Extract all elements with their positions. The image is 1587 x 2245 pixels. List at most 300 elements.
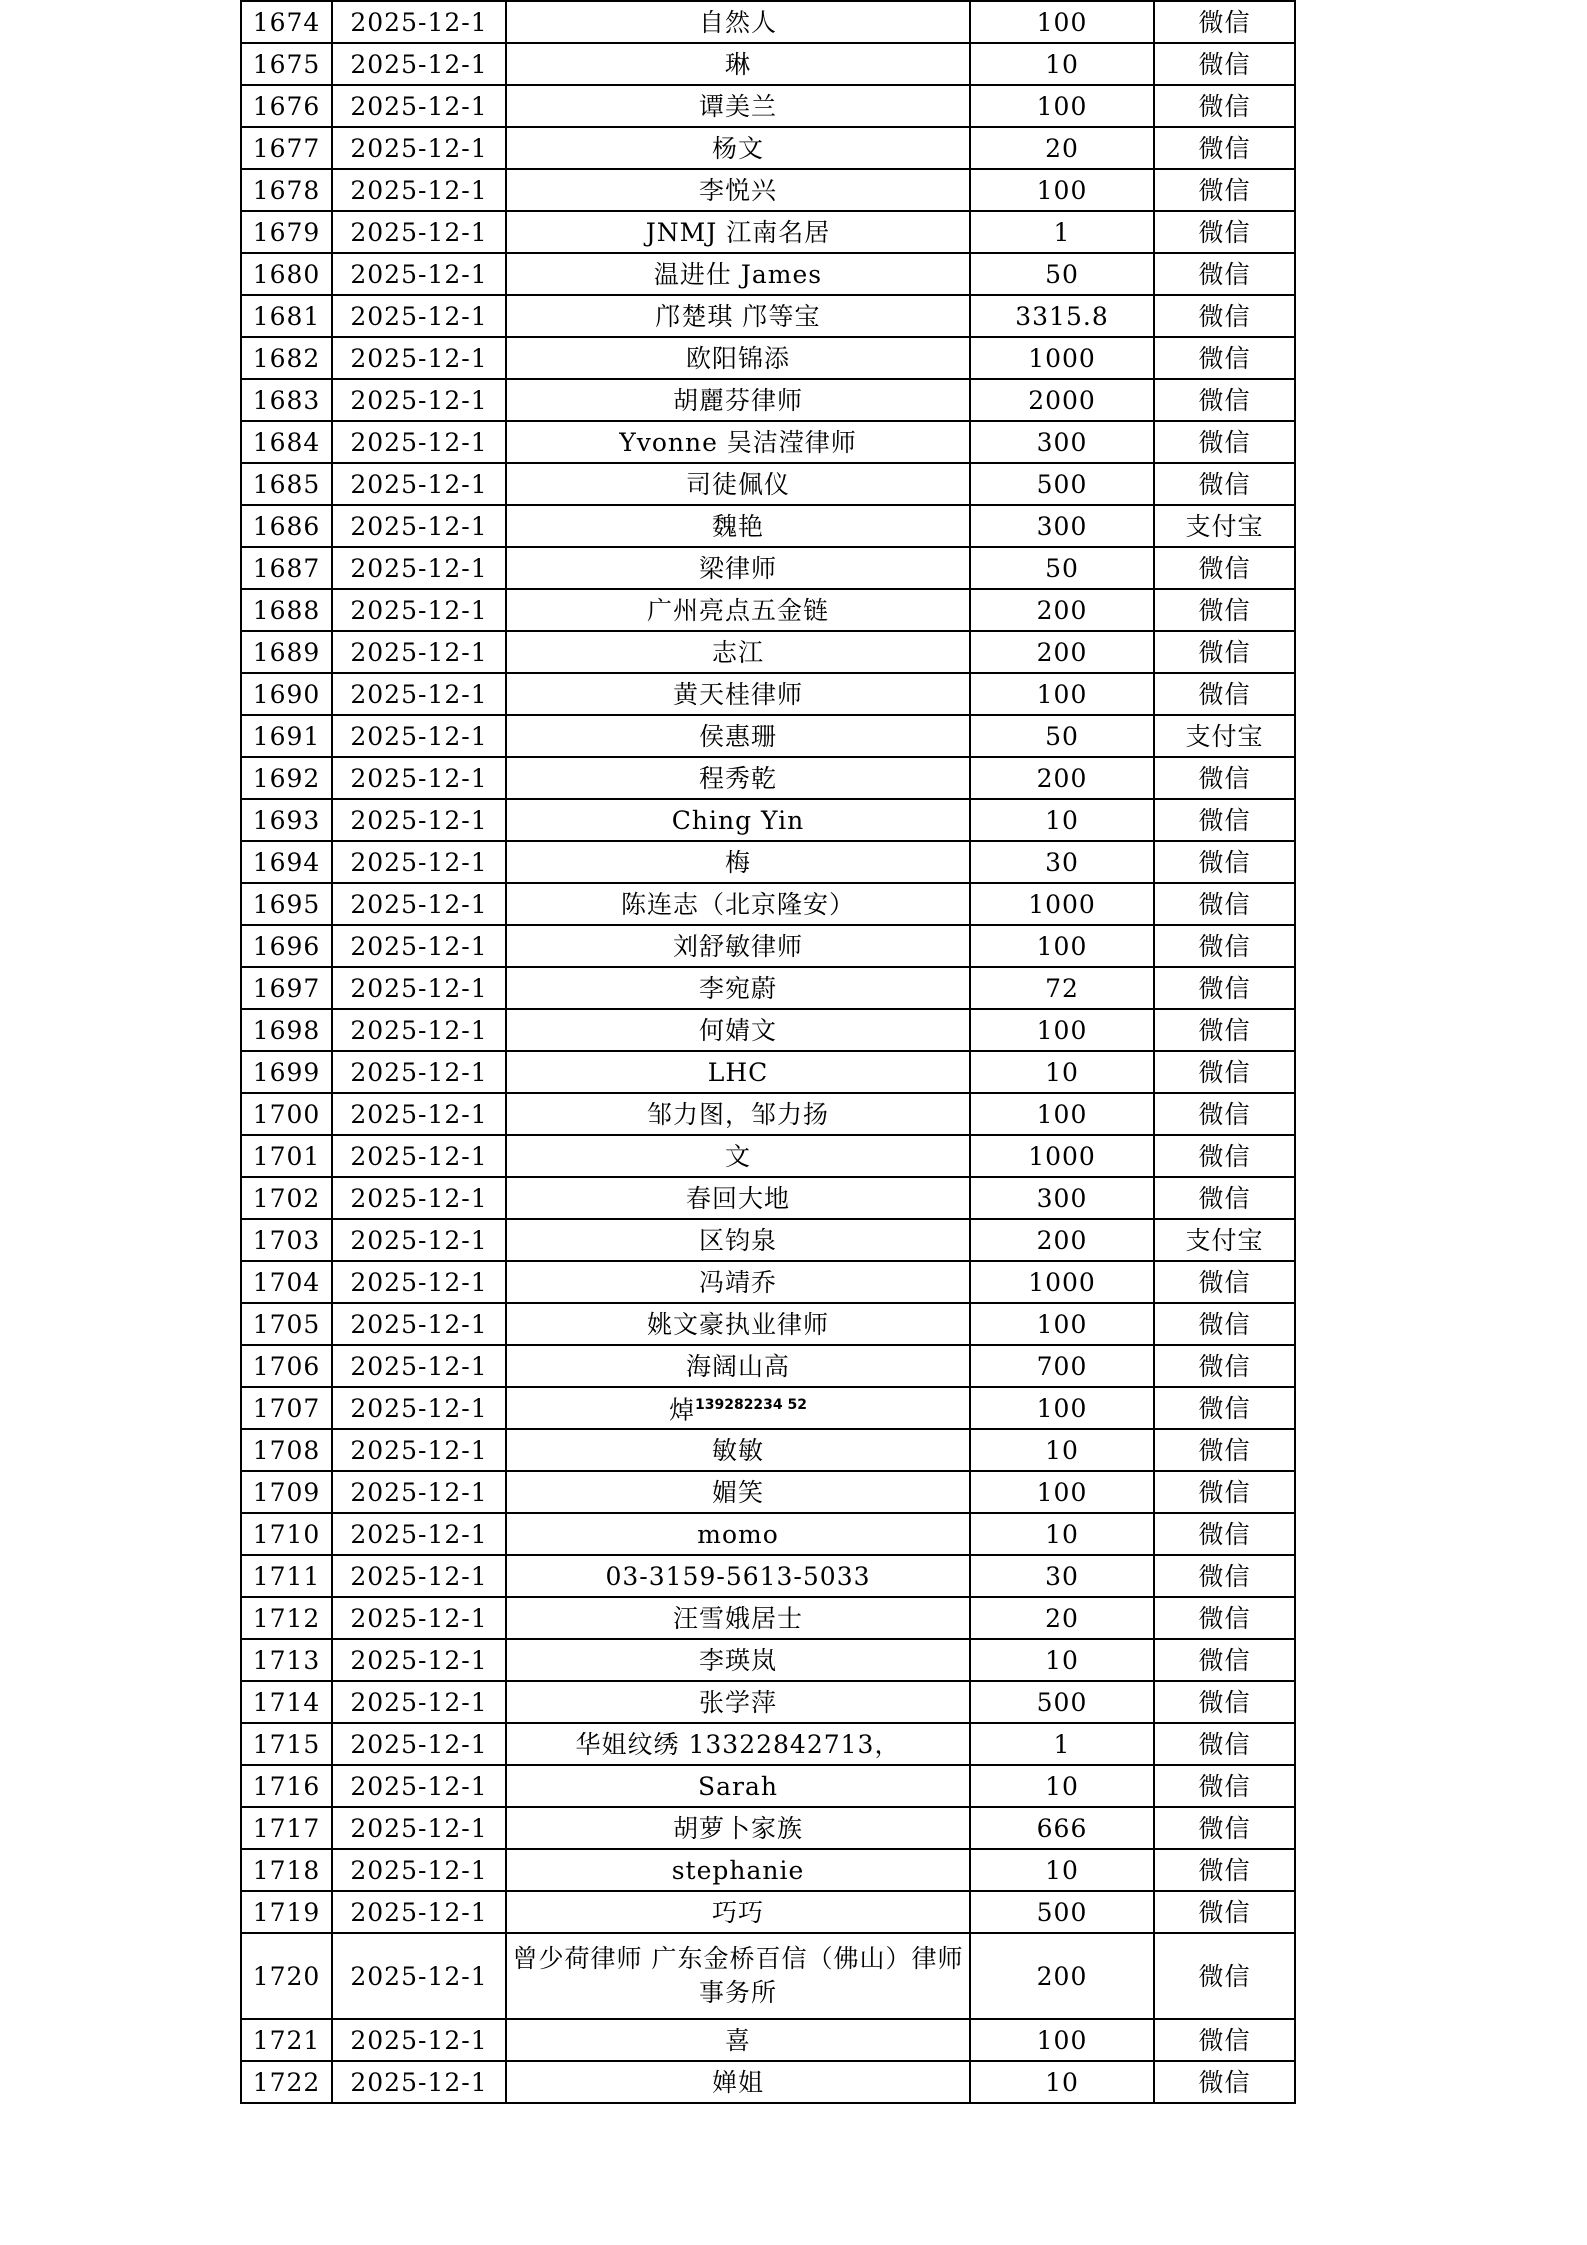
cell-name — [506, 1807, 970, 1849]
cell-method — [1154, 337, 1295, 379]
cell-name — [506, 1471, 970, 1513]
cell-no — [241, 1597, 332, 1639]
cell-date-text: 2025-12-1 — [350, 1729, 488, 1759]
cell-no-text: 1702 — [252, 1183, 321, 1213]
cell-no — [241, 589, 332, 631]
donation-table — [240, 0, 1296, 2104]
cell-name — [506, 1429, 970, 1471]
cell-method-text: 微信 — [1198, 1309, 1251, 1339]
cell-method-text: 微信 — [1198, 889, 1251, 919]
cell-amount-text: 100 — [1036, 931, 1088, 961]
table-row — [241, 547, 1295, 589]
cell-date-text: 2025-12-1 — [350, 1961, 488, 1991]
table-row — [241, 1597, 1295, 1639]
cell-amount — [970, 127, 1154, 169]
cell-date-text: 2025-12-1 — [350, 175, 488, 205]
cell-method-text: 微信 — [1198, 1729, 1251, 1759]
cell-method-text: 微信 — [1198, 973, 1251, 1003]
cell-no-text: 1674 — [252, 7, 321, 37]
cell-name-text: 李瑛岚 — [698, 1645, 777, 1675]
table-row — [241, 1051, 1295, 1093]
cell-amount — [970, 1891, 1154, 1933]
table-row — [241, 1555, 1295, 1597]
cell-amount — [970, 1639, 1154, 1681]
cell-date — [332, 1471, 506, 1513]
table-row — [241, 1219, 1295, 1261]
cell-name-text: 自然人 — [698, 7, 777, 37]
cell-name-text: 曾少荷律师 广东金桥百信（佛山）律师事务所 — [512, 1944, 964, 2007]
cell-date-text: 2025-12-1 — [350, 1645, 488, 1675]
cell-method — [1154, 547, 1295, 589]
cell-no-text: 1677 — [252, 133, 321, 163]
table-row — [241, 43, 1295, 85]
cell-no-text: 1715 — [252, 1729, 321, 1759]
cell-name-text: 敏敏 — [711, 1435, 764, 1465]
cell-date — [332, 1639, 506, 1681]
cell-method-text: 微信 — [1198, 217, 1251, 247]
cell-name-text: LHC — [707, 1057, 769, 1087]
cell-name — [506, 925, 970, 967]
cell-no-text: 1713 — [252, 1645, 321, 1675]
table-row — [241, 295, 1295, 337]
cell-method-text: 微信 — [1198, 1813, 1251, 1843]
table-row — [241, 85, 1295, 127]
cell-no — [241, 1261, 332, 1303]
cell-no — [241, 2061, 332, 2103]
cell-date-text: 2025-12-1 — [350, 259, 488, 289]
cell-name — [506, 1723, 970, 1765]
cell-method-text: 微信 — [1198, 2025, 1251, 2055]
cell-amount-text: 3315.8 — [1015, 301, 1109, 331]
cell-name-text: Ching Yin — [671, 805, 805, 835]
table-row — [241, 127, 1295, 169]
cell-amount-text: 300 — [1036, 1183, 1088, 1213]
cell-date-text: 2025-12-1 — [350, 1477, 488, 1507]
cell-amount — [970, 1681, 1154, 1723]
cell-amount — [970, 1261, 1154, 1303]
cell-date-text: 2025-12-1 — [350, 1435, 488, 1465]
table-row — [241, 211, 1295, 253]
cell-date — [332, 421, 506, 463]
cell-amount — [970, 715, 1154, 757]
cell-name-text: 梁律师 — [698, 553, 777, 583]
cell-date-text: 2025-12-1 — [350, 1351, 488, 1381]
table-row — [241, 2019, 1295, 2061]
cell-method-text: 微信 — [1198, 2067, 1251, 2097]
cell-name-text: 陈连志（北京隆安） — [620, 889, 855, 919]
cell-amount-text: 10 — [1045, 2067, 1079, 2097]
cell-date — [332, 1933, 506, 2019]
cell-method-text: 微信 — [1198, 1519, 1251, 1549]
table-row — [241, 379, 1295, 421]
cell-amount — [970, 841, 1154, 883]
cell-amount — [970, 1345, 1154, 1387]
table-row — [241, 673, 1295, 715]
cell-amount — [970, 1513, 1154, 1555]
cell-no — [241, 1093, 332, 1135]
table-row — [241, 799, 1295, 841]
cell-name-text: 谭美兰 — [698, 91, 777, 121]
cell-no — [241, 127, 332, 169]
cell-no-text: 1700 — [252, 1099, 321, 1129]
cell-amount-text: 666 — [1036, 1813, 1088, 1843]
cell-name-text: 03-3159-5613-5033 — [605, 1561, 871, 1591]
cell-amount — [970, 295, 1154, 337]
cell-amount-text: 1 — [1053, 217, 1071, 247]
cell-name — [506, 127, 970, 169]
cell-name — [506, 673, 970, 715]
table-row — [241, 1, 1295, 43]
cell-date-text: 2025-12-1 — [350, 553, 488, 583]
cell-method — [1154, 1429, 1295, 1471]
cell-no-text: 1687 — [252, 553, 321, 583]
cell-amount-text: 2000 — [1028, 385, 1096, 415]
cell-name — [506, 337, 970, 379]
cell-no — [241, 1933, 332, 2019]
cell-no-text: 1717 — [252, 1813, 321, 1843]
cell-amount-text: 300 — [1036, 511, 1088, 541]
cell-name — [506, 1681, 970, 1723]
cell-no-text: 1686 — [252, 511, 321, 541]
cell-name — [506, 1, 970, 43]
cell-name — [506, 547, 970, 589]
cell-name-text: 琳 — [724, 49, 751, 79]
cell-date-text: 2025-12-1 — [350, 7, 488, 37]
cell-method-text: 微信 — [1198, 1057, 1251, 1087]
cell-date — [332, 1219, 506, 1261]
cell-method — [1154, 673, 1295, 715]
cell-date — [332, 799, 506, 841]
cell-method-text: 微信 — [1198, 91, 1251, 121]
cell-date-text: 2025-12-1 — [350, 679, 488, 709]
cell-no — [241, 1387, 332, 1429]
cell-no — [241, 1681, 332, 1723]
cell-name — [506, 1093, 970, 1135]
cell-date — [332, 1051, 506, 1093]
cell-name — [506, 2019, 970, 2061]
cell-date — [332, 1345, 506, 1387]
cell-no — [241, 1807, 332, 1849]
table-row — [241, 463, 1295, 505]
cell-method-text: 微信 — [1198, 259, 1251, 289]
cell-name-text: 胡麗芬律师 — [672, 385, 803, 415]
cell-name — [506, 799, 970, 841]
cell-no — [241, 799, 332, 841]
cell-no — [241, 43, 332, 85]
cell-no — [241, 1639, 332, 1681]
cell-method-text: 微信 — [1198, 427, 1251, 457]
cell-method-text: 微信 — [1198, 931, 1251, 961]
cell-amount — [970, 1849, 1154, 1891]
cell-no-text: 1698 — [252, 1015, 321, 1045]
cell-date — [332, 1723, 506, 1765]
cell-date-text: 2025-12-1 — [350, 1141, 488, 1171]
cell-date — [332, 85, 506, 127]
cell-amount — [970, 589, 1154, 631]
cell-name-text: 海阔山高 — [685, 1351, 790, 1381]
cell-name-text: 侯惠珊 — [698, 721, 777, 751]
table-row — [241, 1807, 1295, 1849]
table-row — [241, 1093, 1295, 1135]
cell-date — [332, 841, 506, 883]
cell-method — [1154, 1051, 1295, 1093]
cell-no — [241, 1219, 332, 1261]
cell-amount — [970, 1, 1154, 43]
cell-date — [332, 1849, 506, 1891]
cell-name-text: 胡萝卜家族 — [672, 1813, 803, 1843]
cell-name — [506, 1765, 970, 1807]
cell-name-text: 梅 — [724, 847, 751, 877]
cell-amount-text: 10 — [1045, 1435, 1079, 1465]
cell-method — [1154, 589, 1295, 631]
cell-method — [1154, 463, 1295, 505]
cell-amount — [970, 505, 1154, 547]
cell-amount-text: 1000 — [1028, 343, 1096, 373]
cell-amount — [970, 1765, 1154, 1807]
cell-no — [241, 757, 332, 799]
cell-no — [241, 1471, 332, 1513]
cell-no-text: 1693 — [252, 805, 321, 835]
cell-date-text: 2025-12-1 — [350, 1183, 488, 1213]
cell-method — [1154, 1933, 1295, 2019]
table-row — [241, 1471, 1295, 1513]
cell-method-text: 支付宝 — [1185, 511, 1264, 541]
cell-date-text: 2025-12-1 — [350, 889, 488, 919]
cell-no-text: 1678 — [252, 175, 321, 205]
cell-date — [332, 673, 506, 715]
cell-date-text: 2025-12-1 — [350, 1393, 488, 1423]
table-row — [241, 253, 1295, 295]
cell-date-text: 2025-12-1 — [350, 1225, 488, 1255]
cell-date — [332, 967, 506, 1009]
cell-date-text: 2025-12-1 — [350, 973, 488, 1003]
cell-date — [332, 1387, 506, 1429]
cell-no-text: 1682 — [252, 343, 321, 373]
cell-amount — [970, 1471, 1154, 1513]
cell-date — [332, 337, 506, 379]
cell-amount — [970, 2061, 1154, 2103]
cell-method-text: 微信 — [1198, 1015, 1251, 1045]
cell-name — [506, 169, 970, 211]
cell-date-text: 2025-12-1 — [350, 805, 488, 835]
cell-name — [506, 1891, 970, 1933]
cell-date — [332, 1177, 506, 1219]
cell-no — [241, 1891, 332, 1933]
cell-no — [241, 1513, 332, 1555]
cell-method — [1154, 1, 1295, 43]
cell-name-text: momo — [697, 1519, 779, 1549]
cell-date-text: 2025-12-1 — [350, 1813, 488, 1843]
cell-date-text: 2025-12-1 — [350, 2025, 488, 2055]
table-row — [241, 2061, 1295, 2103]
cell-method — [1154, 925, 1295, 967]
cell-amount — [970, 379, 1154, 421]
cell-amount-text: 1000 — [1028, 889, 1096, 919]
cell-method — [1154, 1177, 1295, 1219]
cell-amount — [970, 421, 1154, 463]
cell-no-text: 1692 — [252, 763, 321, 793]
cell-method-text: 微信 — [1198, 1561, 1251, 1591]
cell-method-text: 微信 — [1198, 1393, 1251, 1423]
cell-date-text: 2025-12-1 — [350, 133, 488, 163]
table-row — [241, 505, 1295, 547]
cell-amount-text: 300 — [1036, 427, 1088, 457]
cell-amount-text: 50 — [1045, 553, 1079, 583]
cell-amount — [970, 1135, 1154, 1177]
cell-name — [506, 421, 970, 463]
cell-date-text: 2025-12-1 — [350, 91, 488, 121]
cell-method-text: 微信 — [1198, 595, 1251, 625]
table-row — [241, 1681, 1295, 1723]
cell-method-text: 微信 — [1198, 553, 1251, 583]
cell-method — [1154, 1303, 1295, 1345]
cell-date — [332, 1765, 506, 1807]
cell-method — [1154, 1387, 1295, 1429]
cell-name-text: 冯靖乔 — [698, 1267, 777, 1297]
cell-date-text: 2025-12-1 — [350, 1099, 488, 1129]
cell-amount-text: 200 — [1036, 1961, 1088, 1991]
cell-method-text: 微信 — [1198, 469, 1251, 499]
cell-method — [1154, 883, 1295, 925]
table-row — [241, 631, 1295, 673]
cell-no — [241, 379, 332, 421]
cell-name — [506, 1177, 970, 1219]
cell-amount-text: 30 — [1045, 1561, 1079, 1591]
cell-date-text: 2025-12-1 — [350, 595, 488, 625]
cell-name-text: JNMJ 江南名居 — [645, 217, 831, 247]
table-row — [241, 883, 1295, 925]
cell-no — [241, 253, 332, 295]
cell-method — [1154, 85, 1295, 127]
cell-date-text: 2025-12-1 — [350, 1309, 488, 1339]
cell-date — [332, 1135, 506, 1177]
cell-amount-text: 200 — [1036, 637, 1088, 667]
cell-name-text: Sarah — [698, 1771, 778, 1801]
cell-method — [1154, 1891, 1295, 1933]
table-row — [241, 715, 1295, 757]
cell-no — [241, 1051, 332, 1093]
cell-method-text: 微信 — [1198, 133, 1251, 163]
cell-no — [241, 337, 332, 379]
cell-date — [332, 883, 506, 925]
cell-name — [506, 1597, 970, 1639]
cell-amount-text: 50 — [1045, 721, 1079, 751]
table-row — [241, 1723, 1295, 1765]
cell-method — [1154, 799, 1295, 841]
cell-amount-text: 100 — [1036, 1393, 1088, 1423]
cell-name-text: 文 — [724, 1141, 751, 1171]
cell-name — [506, 1639, 970, 1681]
cell-no — [241, 715, 332, 757]
cell-amount — [970, 1429, 1154, 1471]
cell-name — [506, 1009, 970, 1051]
donation-table-body — [241, 1, 1295, 2103]
cell-no-text: 1703 — [252, 1225, 321, 1255]
cell-method-text: 微信 — [1198, 1603, 1251, 1633]
table-row — [241, 1177, 1295, 1219]
cell-name-text: 温进仕 James — [653, 259, 823, 289]
cell-amount — [970, 1009, 1154, 1051]
cell-amount-text: 200 — [1036, 763, 1088, 793]
cell-date — [332, 715, 506, 757]
cell-no — [241, 883, 332, 925]
cell-date — [332, 589, 506, 631]
cell-name-text: 邹力图，邹力扬 — [646, 1099, 829, 1129]
cell-date — [332, 1681, 506, 1723]
cell-method-text: 微信 — [1198, 763, 1251, 793]
cell-method — [1154, 379, 1295, 421]
cell-date-text: 2025-12-1 — [350, 637, 488, 667]
cell-amount-text: 30 — [1045, 847, 1079, 877]
table-row — [241, 1429, 1295, 1471]
cell-date-text: 2025-12-1 — [350, 385, 488, 415]
cell-date-text: 2025-12-1 — [350, 49, 488, 79]
table-row — [241, 1933, 1295, 2019]
cell-date — [332, 379, 506, 421]
cell-amount-text: 10 — [1045, 1771, 1079, 1801]
cell-name — [506, 43, 970, 85]
cell-name — [506, 1219, 970, 1261]
cell-date — [332, 295, 506, 337]
cell-amount — [970, 673, 1154, 715]
cell-method — [1154, 1093, 1295, 1135]
cell-method-text: 微信 — [1198, 1477, 1251, 1507]
cell-date-text: 2025-12-1 — [350, 931, 488, 961]
cell-amount — [970, 967, 1154, 1009]
cell-method-text: 支付宝 — [1185, 721, 1264, 751]
cell-amount — [970, 253, 1154, 295]
cell-no — [241, 463, 332, 505]
cell-name-text: 广州亮点五金链 — [646, 595, 829, 625]
cell-method-text: 微信 — [1198, 1771, 1251, 1801]
cell-no-text: 1680 — [252, 259, 321, 289]
cell-name — [506, 379, 970, 421]
cell-amount-text: 50 — [1045, 259, 1079, 289]
table-row — [241, 757, 1295, 799]
cell-date — [332, 2061, 506, 2103]
cell-name-text: 司徒佩仪 — [685, 469, 790, 499]
cell-amount-text: 100 — [1036, 679, 1088, 709]
cell-amount — [970, 757, 1154, 799]
cell-method-text: 微信 — [1198, 637, 1251, 667]
cell-no — [241, 967, 332, 1009]
cell-no — [241, 1009, 332, 1051]
cell-method — [1154, 1345, 1295, 1387]
cell-method-text: 微信 — [1198, 1855, 1251, 1885]
cell-date-text: 2025-12-1 — [350, 1519, 488, 1549]
cell-no — [241, 673, 332, 715]
cell-method — [1154, 211, 1295, 253]
cell-no — [241, 631, 332, 673]
cell-no-text: 1716 — [252, 1771, 321, 1801]
cell-method — [1154, 841, 1295, 883]
cell-amount-text: 700 — [1036, 1351, 1088, 1381]
cell-no-text: 1683 — [252, 385, 321, 415]
cell-no-text: 1706 — [252, 1351, 321, 1381]
cell-method-text: 微信 — [1198, 1961, 1251, 1991]
cell-method-text: 微信 — [1198, 1141, 1251, 1171]
cell-name — [506, 1933, 970, 2019]
cell-amount — [970, 1303, 1154, 1345]
cell-name-text: 媚笑 — [711, 1477, 764, 1507]
cell-date-text: 2025-12-1 — [350, 847, 488, 877]
cell-no-text: 1690 — [252, 679, 321, 709]
cell-amount — [970, 2019, 1154, 2061]
cell-date-text: 2025-12-1 — [350, 763, 488, 793]
cell-no — [241, 1135, 332, 1177]
cell-no — [241, 2019, 332, 2061]
cell-method-text: 微信 — [1198, 1645, 1251, 1675]
